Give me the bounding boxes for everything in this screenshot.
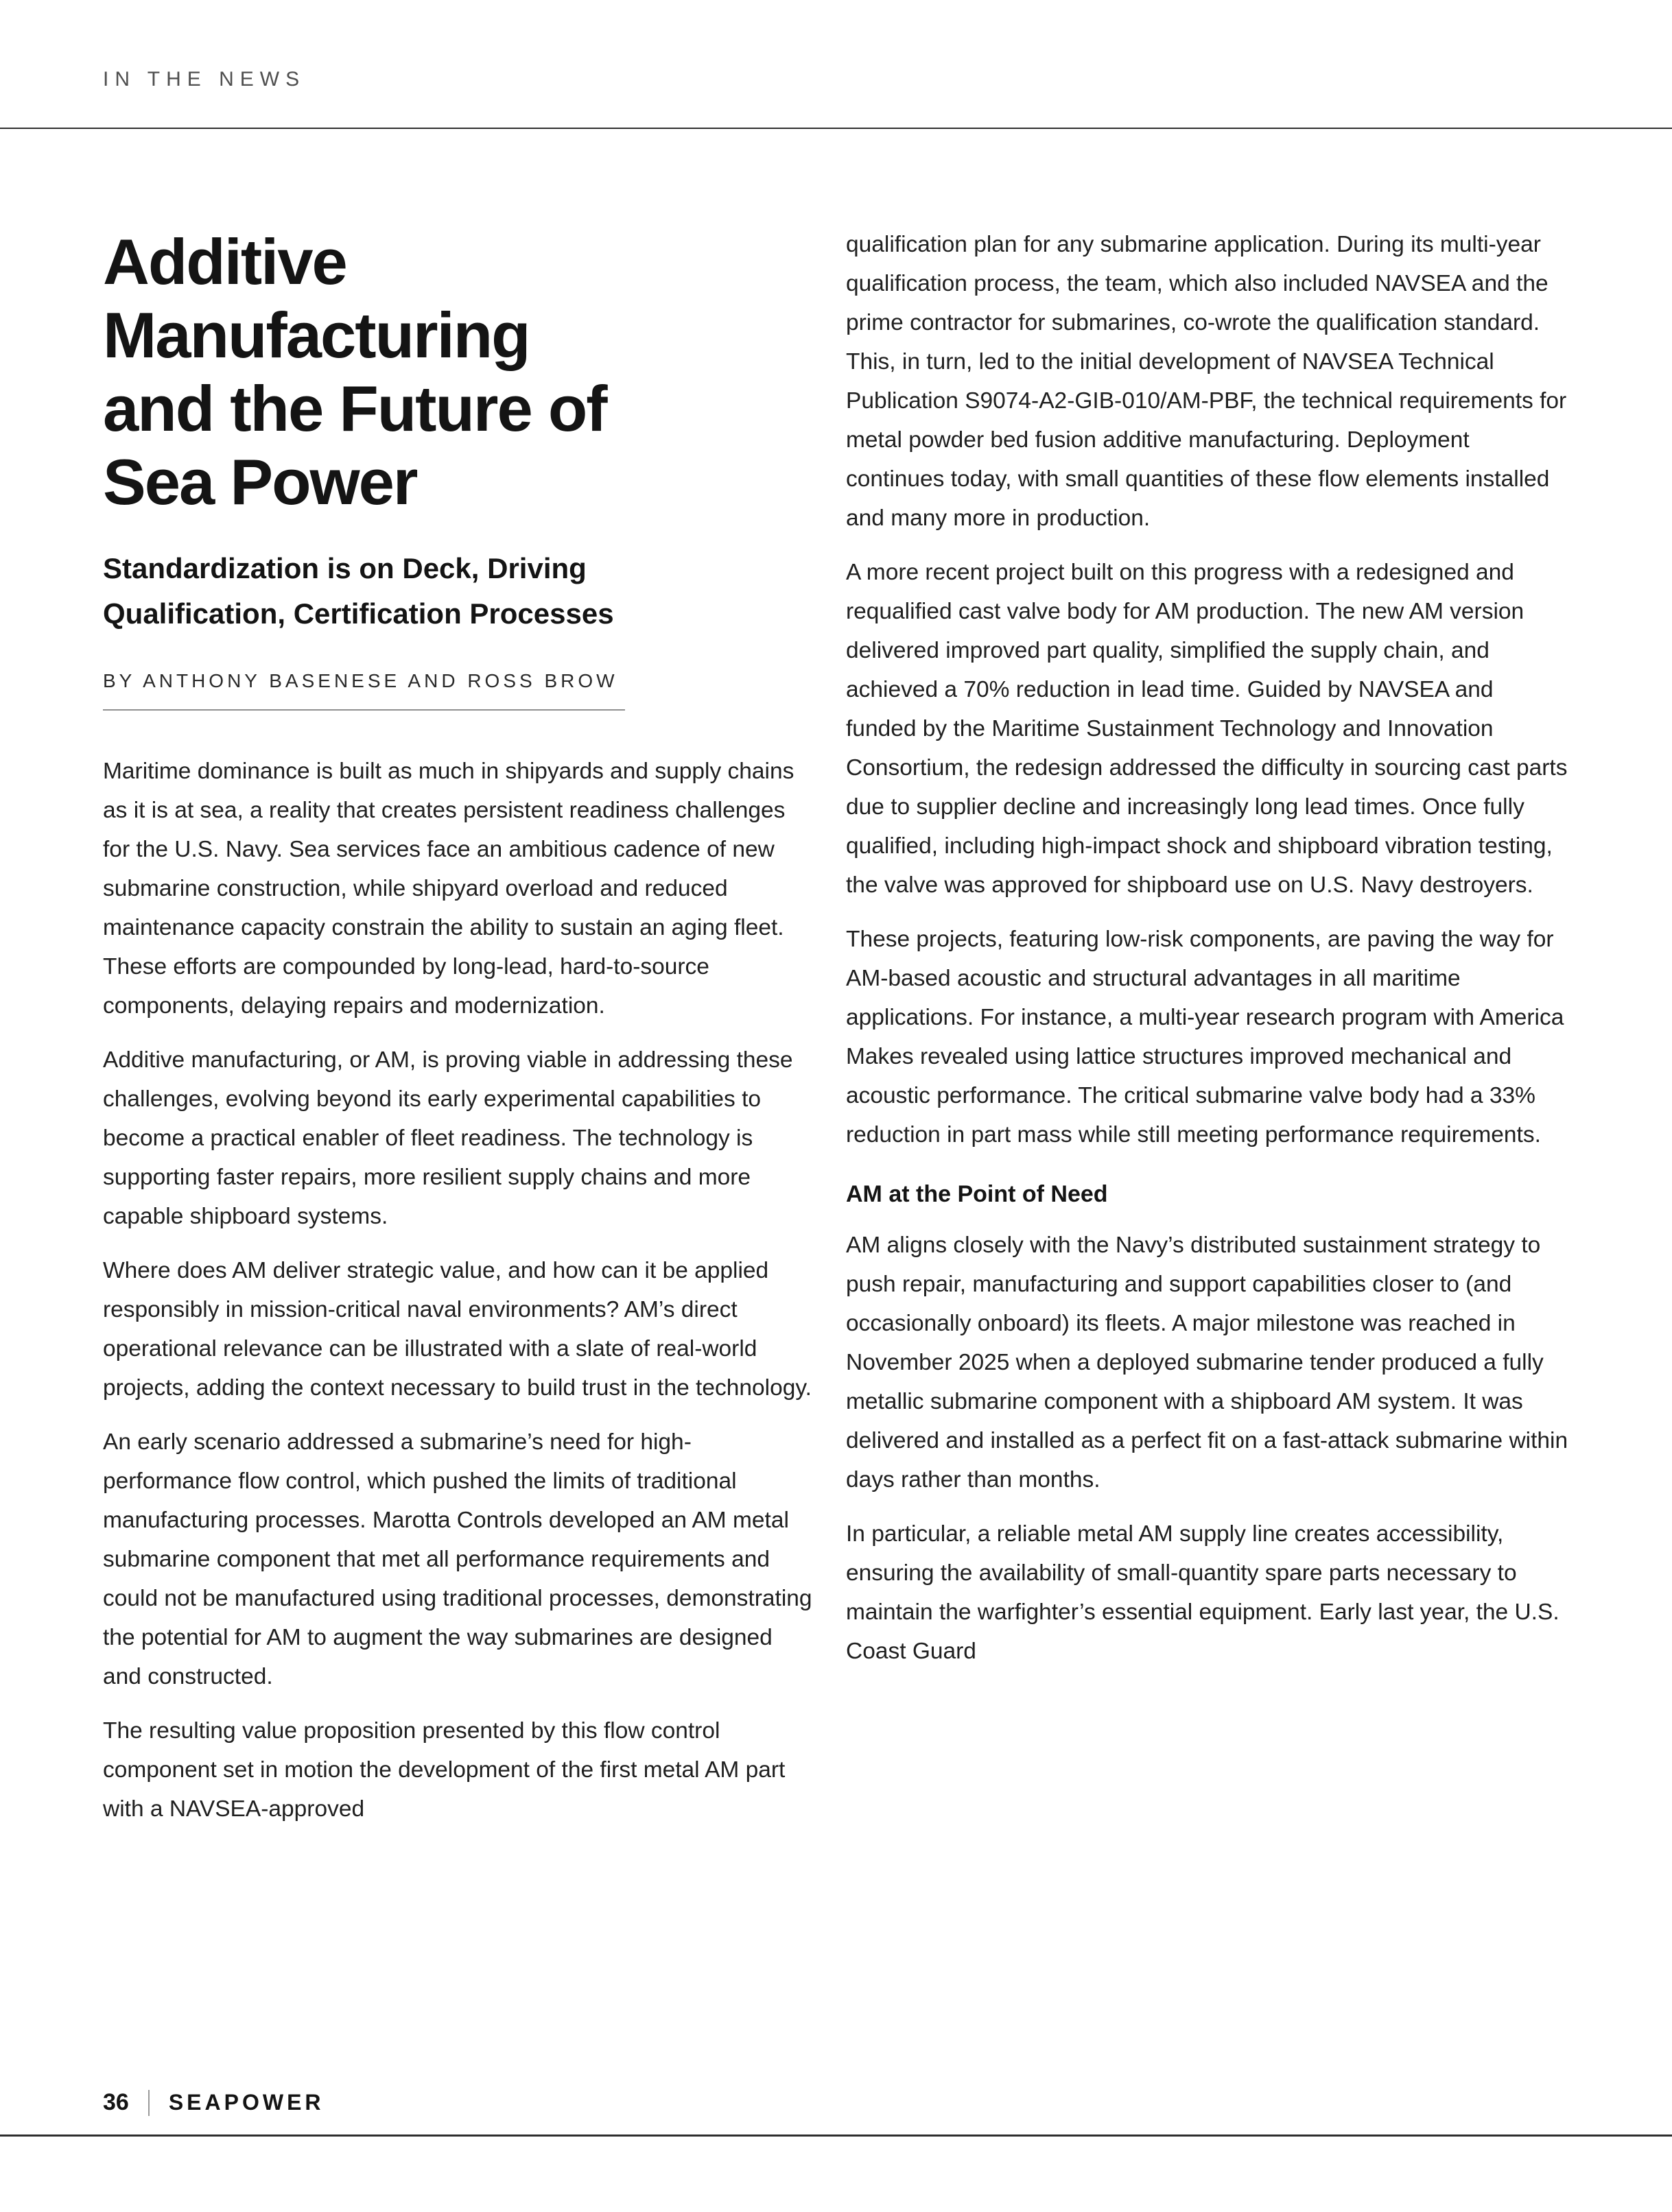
footer-rule <box>0 2134 1672 2137</box>
body-paragraph: An early scenario addressed a submarine’s need for high-performance flow control, which pushed the limits of traditional manufacturing processes. Marotta Controls developed an AM metal submarine component that met all performance requirements and could not be manufactured using traditional processes, demonstrating the potential for AM to augment the way submarines are designed and constructed. <box>103 1429 812 1689</box>
page-footer <box>103 2089 325 2116</box>
byline: BY ANTHONY BASENESE AND ROSS BROW <box>103 669 625 711</box>
body-paragraph: Where does AM deliver strategic value, and how can it be applied responsibly in mission-critical naval environments? AM’s direct operational relevance can be illustrated with a slate of real-world projects, adding the context necessary to build trust in the technology. <box>103 1258 812 1401</box>
article-title-line: Additive <box>103 226 346 298</box>
body-paragraph: Maritime dominance is built as much in shipyards and supply chains as it is at sea, a reality that creates persistent readiness challenges for the U.S. Navy. Sea services face an ambitious cadence of new submarine construction, while shipyard overload and reduced maintenance capacity constrain the ability to sustain an aging fleet. These efforts are compounded by long-lead, hard-to-source components, delaying repairs and modernization. <box>103 759 794 1019</box>
article-subtitle-line: Standardization is on Deck, Driving <box>103 552 587 584</box>
section-subhead: AM at the Point of Need <box>846 1181 1108 1207</box>
body-paragraph: These projects, featuring low-risk components, are paving the way for AM-based acoustic and structural advantages in all maritime applications. For instance, a multi-year research program with America Makes revealed using lattice structures improved mechanical and acoustic performance. The critical submarine valve body had a 33% reduction in part mass while still meeting performance requirements. <box>846 927 1564 1147</box>
right-column-copy <box>846 225 1569 1671</box>
magazine-title: SEAPOWER <box>168 2090 325 2115</box>
article-title-line: Sea Power <box>103 446 417 518</box>
byline-wrap <box>103 669 813 711</box>
page-header <box>0 0 1672 92</box>
article-title-line: Manufacturing <box>103 299 530 371</box>
footer-divider <box>148 2090 150 2116</box>
column-left <box>103 225 813 1829</box>
body-paragraph: In particular, a reliable metal AM supply line creates accessibility, ensuring the availability of small-quantity spare parts necessary to maintain the warfighter’s essential equipment. Early last year, the U.S. Coast Guard <box>846 1521 1559 1664</box>
body-paragraph: qualification plan for any submarine application. During its multi-year qualification process, the team, which also included NAVSEA and the prime contractor for submarines, co-wrote the qualification standard. This, in turn, led to the initial development of NAVSEA Technical Publication S9074-A2-GIB-010/AM-PBF, the technical requirements for metal powder bed fusion additive manufacturing. Deployment continues today, with small quantities of these flow elements installed and many more in production. <box>846 232 1567 531</box>
page-number: 36 <box>103 2089 129 2115</box>
body-paragraph: Additive manufacturing, or AM, is proving viable in addressing these challenges, evolving beyond its early experimental capabilities to become a practical enabler of fleet readiness. The technology is supporting faster repairs, more resilient supply chains and more capable shipboard systems. <box>103 1047 793 1229</box>
body-paragraph: The resulting value proposition presented by this flow control component set in motion the development of the first metal AM part with a NAVSEA-approved <box>103 1718 786 1822</box>
article-title-line: and the Future of <box>103 372 607 444</box>
article-body <box>103 225 1569 1829</box>
left-column-copy <box>103 752 813 1829</box>
article-subtitle-line: Qualification, Certification Processes <box>103 597 614 630</box>
column-right <box>846 225 1569 1671</box>
section-kicker: IN THE NEWS <box>103 68 306 91</box>
body-paragraph: A more recent project built on this progress with a redesigned and requalified cast valve body for AM production. The new AM version delivered improved part quality, simplified the supply chain, and achieved a 70% reduction in lead time. Guided by NAVSEA and funded by the Maritime Sustainment Technology and Innovation Consortium, the redesign addressed the difficulty in sourcing cast parts due to supplier decline and increasingly long lead times. Once fully qualified, including high-impact shock and shipboard vibration testing, the valve was approved for shipboard use on U.S. Navy destroyers. <box>846 560 1568 898</box>
body-paragraph: AM aligns closely with the Navy’s distributed sustainment strategy to push repair, manufacturing and support capabilities closer to (and occasionally onboard) its fleets. A major milestone was reached in November 2025 when a deployed submarine tender produced a fully metallic submarine component with a shipboard AM system. It was delivered and installed as a perfect fit on a fast-attack submarine within days rather than months. <box>846 1233 1568 1492</box>
header-rule <box>0 128 1672 129</box>
article-subtitle <box>103 546 813 637</box>
article-title <box>103 225 813 519</box>
